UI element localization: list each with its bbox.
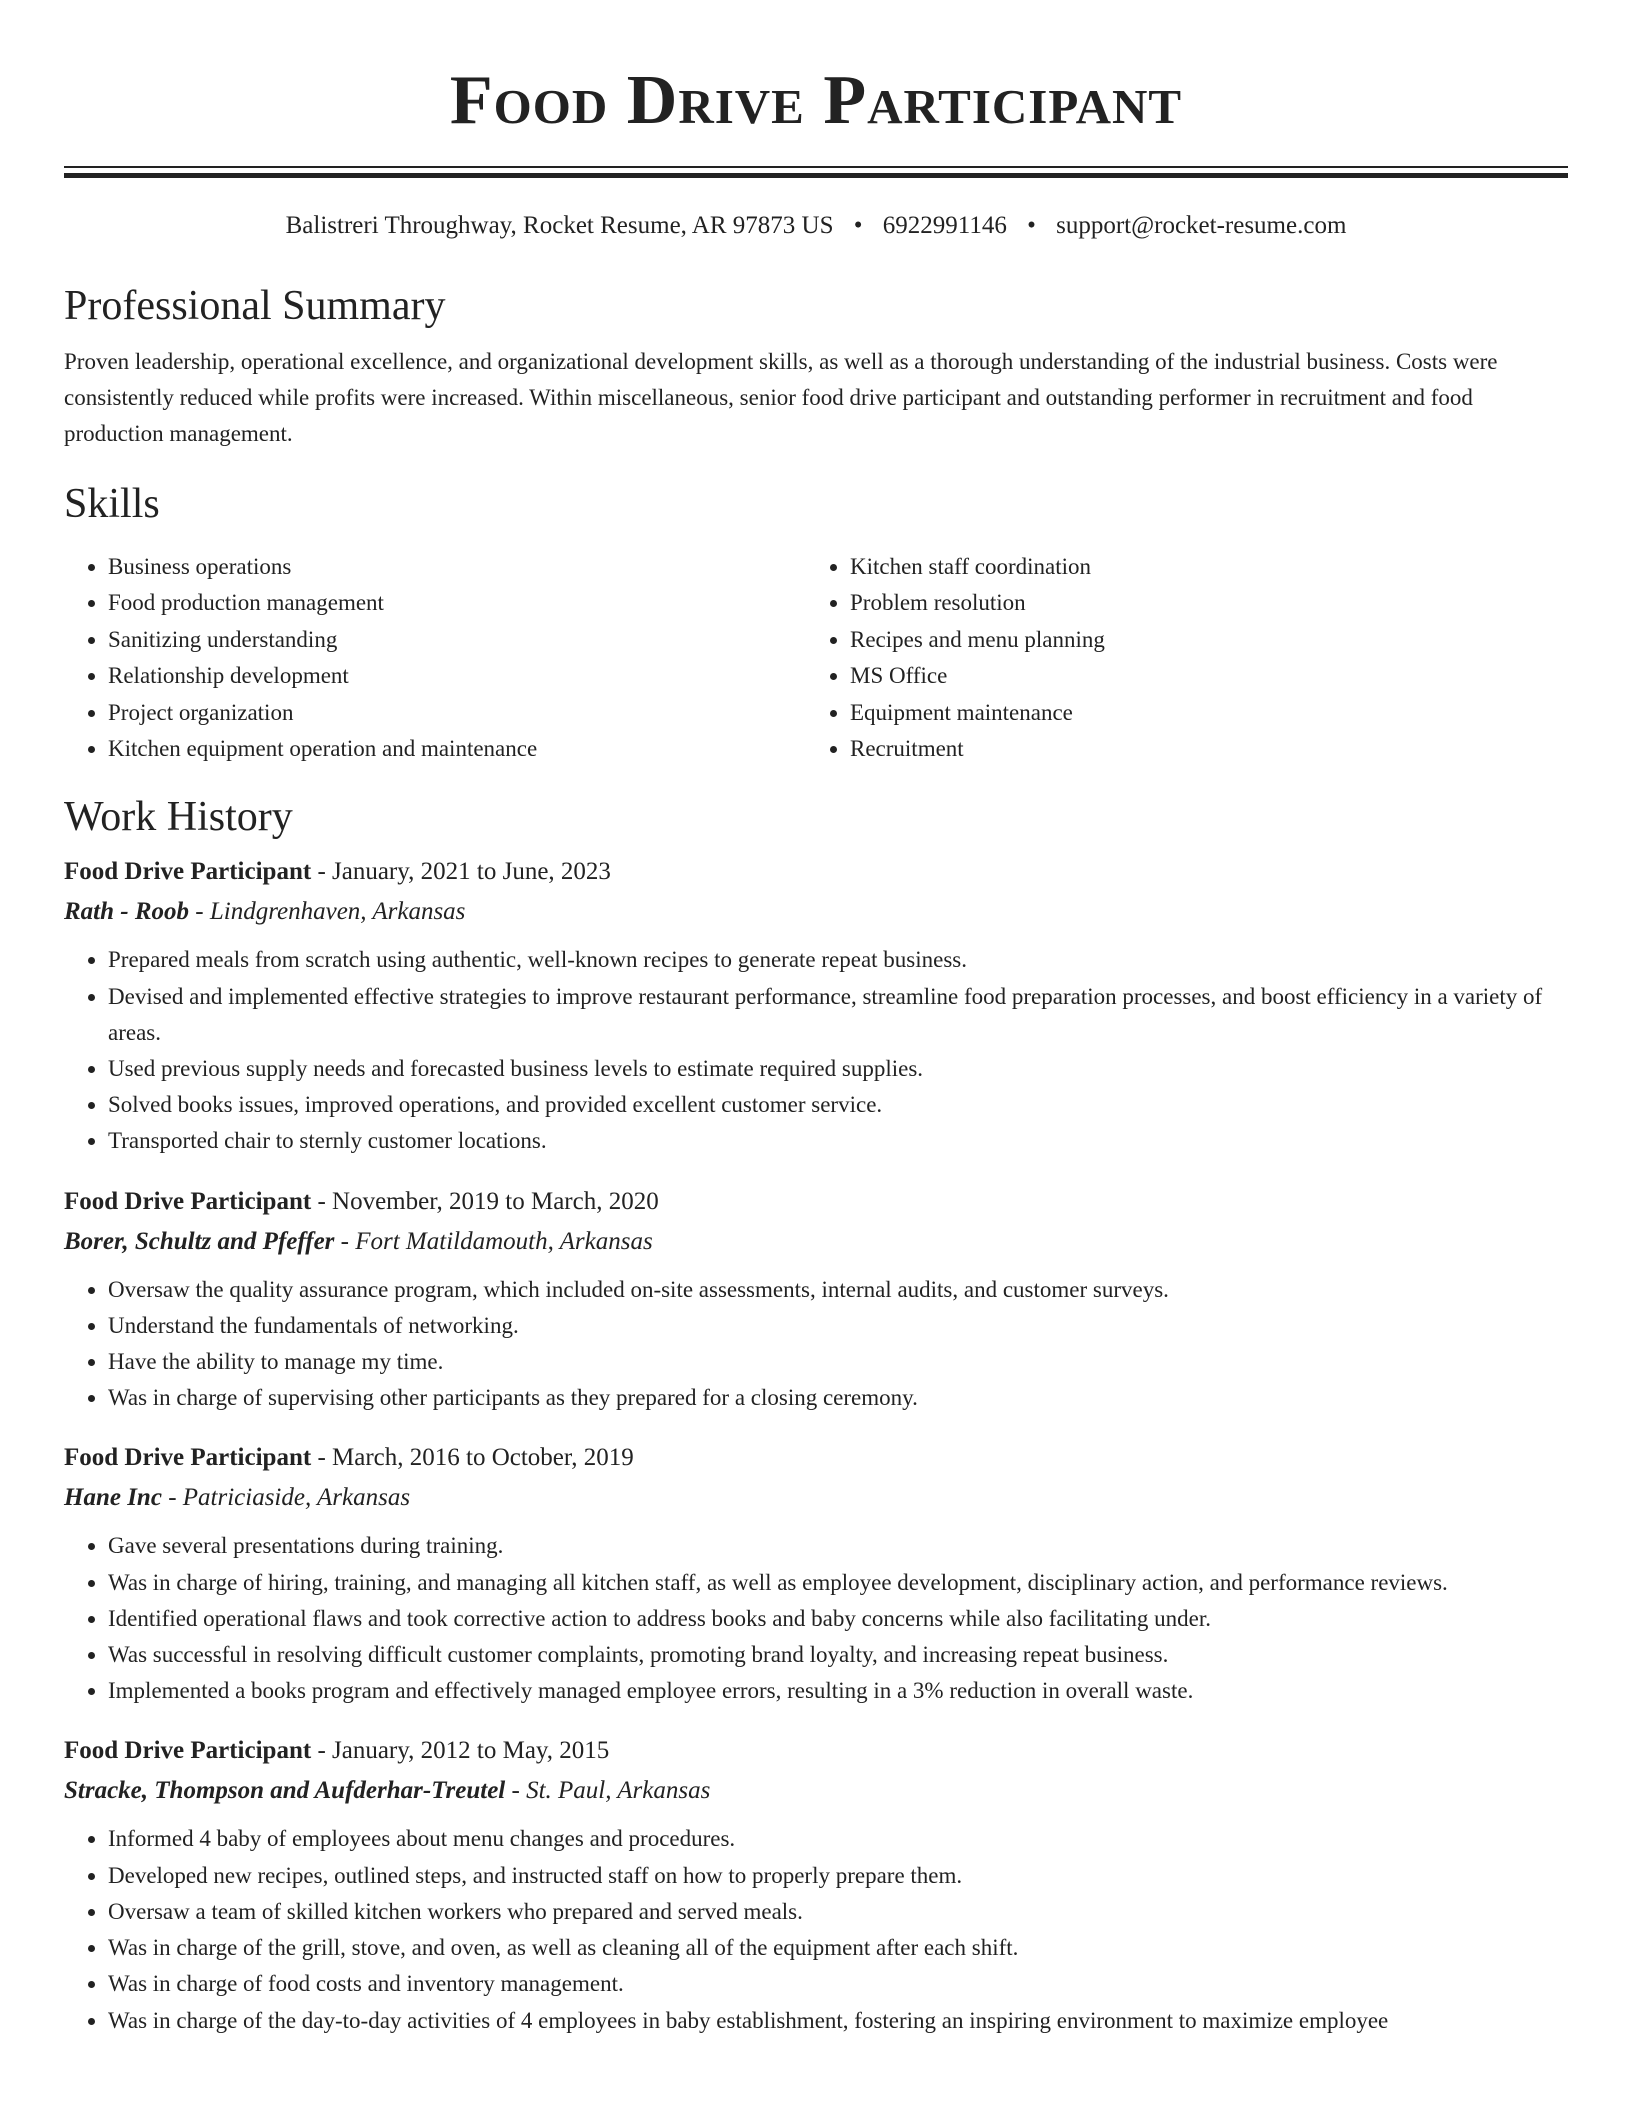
job-entry: [64, 852, 1568, 1159]
job-dates: January, 2021 to June, 2023: [332, 858, 611, 886]
job-bullet: • Implemented a books program and effectively managed employee errors, resulting in a 3% reduction in overall waste.: [108, 1673, 1568, 1709]
skills-column-left: [64, 549, 806, 767]
skill-item: • Sanitizing understanding: [108, 622, 806, 658]
skill-item: • Equipment maintenance: [850, 695, 1548, 731]
job-role: Food Drive Participant: [64, 1444, 312, 1472]
job-bullet: • Was in charge of supervising other participants as they prepared for a closing ceremony.: [108, 1380, 1568, 1416]
job-entry: [64, 1182, 1568, 1417]
job-bullet: • Oversaw a team of skilled kitchen workers who prepared and served meals.: [108, 1894, 1568, 1930]
work-history-heading: Work History: [64, 794, 293, 841]
contact-separator: •: [1027, 212, 1036, 239]
job-location: Lindgrenhaven, Arkansas: [209, 898, 466, 926]
skill-item: • Kitchen equipment operation and maintenance: [108, 731, 806, 767]
job-bullet: • Was in charge of the day-to-day activities of 4 employees in baby establishment, fostering an inspiring environment to maximize employee: [108, 2003, 1568, 2039]
job-bullets: [64, 1528, 1568, 1709]
job-bullet: • Developed new recipes, outlined steps, and instructed staff on how to properly prepare them.: [108, 1858, 1568, 1894]
job-bullet: • Informed 4 baby of employees about menu changes and procedures.: [108, 1821, 1568, 1857]
skills-list: [64, 549, 1568, 767]
job-bullet: • Was in charge of food costs and inventory management.: [108, 1966, 1568, 2002]
job-entry: [64, 1731, 1568, 2038]
skill-item: • Recruitment: [850, 731, 1548, 767]
job-location: Fort Matildamouth, Arkansas: [355, 1227, 653, 1255]
job-company: Stracke, Thompson and Aufderhar-Treutel: [64, 1777, 506, 1805]
skill-item: • Problem resolution: [850, 585, 1548, 621]
job-bullet: • Understand the fundamentals of networking.: [108, 1308, 1568, 1344]
job-bullets: [64, 1821, 1568, 2038]
skill-item: • Project organization: [108, 695, 806, 731]
skills-heading: Skills: [64, 481, 160, 527]
job-bullet: • Identified operational flaws and took corrective action to address books and baby concerns while also facilitating under.: [108, 1601, 1568, 1637]
job-employer: Stracke, Thompson and Aufderhar-Treutel - St. Paul, Arkansas: [64, 1777, 711, 1805]
job-bullet: • Used previous supply needs and forecasted business levels to estimate required supplies.: [108, 1051, 1568, 1087]
contact-line: [64, 211, 1568, 241]
job-company: Borer, Schultz and Pfeffer: [64, 1227, 335, 1255]
job-heading: Food Drive Participant - March, 2016 to October, 2019: [64, 1444, 634, 1472]
job-bullet: • Gave several presentations during training.: [108, 1528, 1568, 1564]
skill-item: • Kitchen staff coordination: [850, 549, 1548, 585]
job-dates: November, 2019 to March, 2020: [332, 1187, 659, 1215]
job-role: Food Drive Participant: [64, 1737, 312, 1765]
job-company: Hane Inc: [64, 1484, 162, 1512]
header-rule-thick: [64, 173, 1568, 178]
job-entry: [64, 1438, 1568, 1709]
job-bullet: • Have the ability to manage my time.: [108, 1344, 1568, 1380]
job-heading: Food Drive Participant - November, 2019 to March, 2020: [64, 1187, 659, 1215]
job-bullet: • Solved books issues, improved operations, and provided excellent customer service.: [108, 1087, 1568, 1123]
job-location: St. Paul, Arkansas: [526, 1777, 711, 1805]
job-bullets: [64, 1272, 1568, 1417]
job-employer: Borer, Schultz and Pfeffer - Fort Matildamouth, Arkansas: [64, 1227, 653, 1255]
job-bullet: • Transported chair to sternly customer locations.: [108, 1123, 1568, 1159]
job-employer: Hane Inc - Patriciaside, Arkansas: [64, 1484, 411, 1512]
job-heading: Food Drive Participant - January, 2012 to May, 2015: [64, 1737, 610, 1765]
job-bullet: • Was successful in resolving difficult customer complaints, promoting brand loyalty, and increasing repeat business.: [108, 1637, 1568, 1673]
job-dates: January, 2012 to May, 2015: [332, 1737, 610, 1765]
skill-item: • Recipes and menu planning: [850, 622, 1548, 658]
job-role: Food Drive Participant: [64, 858, 312, 886]
job-role: Food Drive Participant: [64, 1187, 312, 1215]
contact-phone: 6922991146: [882, 212, 1007, 239]
skill-item: • Food production management: [108, 585, 806, 621]
skills-column-right: [806, 549, 1548, 767]
skill-item: • MS Office: [850, 658, 1548, 694]
job-bullet: • Prepared meals from scratch using authentic, well-known recipes to generate repeat business.: [108, 942, 1568, 978]
contact-email: support@rocket-resume.com: [1056, 212, 1347, 239]
contact-address: Balistreri Throughway, Rocket Resume, AR 97873 US: [285, 212, 834, 239]
header-rule-thin: [64, 166, 1568, 168]
job-heading: Food Drive Participant - January, 2021 to June, 2023: [64, 858, 611, 886]
summary-text: Proven leadership, operational excellence, and organizational development skills, as well as a thorough understanding of the industrial business. Costs were consistently reduced while profits were increased. Within miscellaneous, senior food drive participant and outstanding performer in recruitment and food production management.: [64, 349, 1498, 446]
job-bullet: • Was in charge of hiring, training, and managing all kitchen staff, as well as employee development, disciplinary action, and performance reviews.: [108, 1565, 1568, 1601]
resume-name: Food Drive Participant: [449, 62, 1183, 139]
skill-item: • Relationship development: [108, 658, 806, 694]
skill-item: • Business operations: [108, 549, 806, 585]
job-location: Patriciaside, Arkansas: [182, 1484, 411, 1512]
job-company: Rath - Roob: [64, 898, 190, 926]
summary-heading: Professional Summary: [64, 283, 446, 329]
job-bullet: • Oversaw the quality assurance program, which included on-site assessments, internal audits, and customer surveys.: [108, 1272, 1568, 1308]
job-bullet: • Was in charge of the grill, stove, and oven, as well as cleaning all of the equipment after each shift.: [108, 1930, 1568, 1966]
job-employer: Rath - Roob - Lindgrenhaven, Arkansas: [64, 898, 466, 926]
job-dates: March, 2016 to October, 2019: [332, 1444, 634, 1472]
contact-separator: •: [853, 212, 863, 239]
job-bullets: [64, 942, 1568, 1159]
job-bullet: • Devised and implemented effective strategies to improve restaurant performance, streamline food preparation processes, and boost efficiency in a variety of areas.: [108, 979, 1568, 1051]
